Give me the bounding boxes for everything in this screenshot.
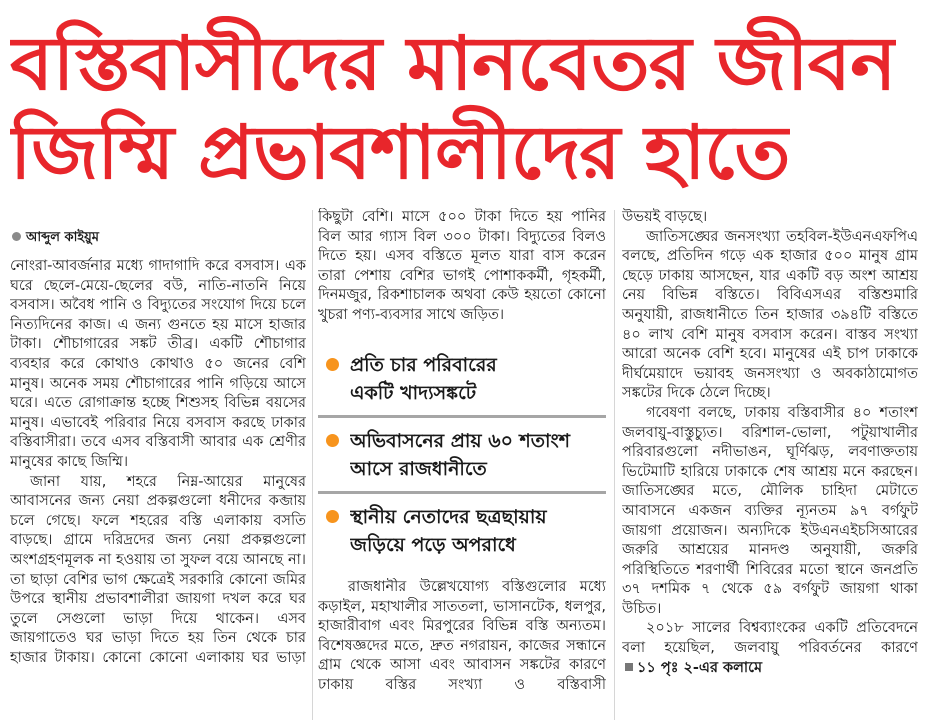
highlight-line-text: স্থানীয় নেতাদের ছত্রছায়ায় [350,505,547,528]
highlight-line [350,455,606,483]
article-column-1 [10,257,306,718]
highlight-line [350,531,606,559]
headline-text-2: জিম্মি প্রভাবশালীদের হাতে [10,110,790,196]
highlight-line-text: জড়িয়ে পড়ে অপরাধে [350,533,516,556]
column-rule-1 [312,210,313,720]
byline [12,228,99,248]
continued-on-text: ১১ পৃঃ ২-এর কলামে [637,659,763,676]
article-paragraph-last [622,619,918,678]
article-column-2-bottom [318,578,606,718]
highlight-line-text: অভিবাসনের প্রায় ৬০ শতাংশ [350,429,570,452]
highlight-line [350,503,606,531]
headline-line-2 [10,104,790,202]
byline-bullet-icon [12,232,21,241]
highlight-line [350,351,606,379]
highlight-line-text: প্রতি চার পরিবারের [350,353,497,376]
article-paragraph: গবেষণা বলছে, ঢাকায় বস্তিবাসীর ৪০ শতাংশ জলবায়ু-বাস্তুচ্যুত। বরিশাল-ভোলা, পটুয়াখালীর পরিবারগুলো নদীভাঙন, ঘূর্ণিঝড়, লবণাক্ততায় ভিটেমাটি হারিয়ে ঢাকাকে শেষ আশ্রয় মনে করছেন। জাতিসঙ্ঘের মতে, মৌলিক চাহিদা মেটাতে আবাসনে একজন ব্যক্তির ন্যূনতম ৯৭ বর্গফুট জায়গা প্রয়োজন। অন্যদিকে ইউএনএইচসিআরের জরুরি আশ্রয়ের মানদণ্ড অনুযায়ী, জরুরি পরিস্থিতিতে শরণার্থী শিবিরের মতো স্থানে জনপ্রতি ৩৭ দশমিক ৭ থেকে ৫৯ বর্গফুট জায়গা থাকা উচিত। [622,404,918,617]
article-paragraph: কিছুটা বেশি। মাসে ৫০০ টাকা দিতে হয় পানির বিল আর গ্যাস বিল ৩০০ টাকা। বিদ্যুতের বিলও দিতে হয়। এসব বস্তিতে মূলত যারা বাস করেন তারা পেশায় বেশির ভাগই পোশাককর্মী, গৃহকর্মী, দিনমজুর, রিকশাচালক অথবা কেউ হয়তো কোনো খুচরা পণ্য-ব্যবসার সাথে জড়িত। [318,209,606,323]
article-column-3 [622,208,918,708]
headline-line-1 [10,16,896,112]
orange-bullet-icon [326,434,339,447]
article-paragraph: নোংরা-আবর্জনার মধ্যে গাদাগাদি করে বসবাস। এক ঘরে ছেলে-মেয়ে-ছেলের বউ, নাতি-নাতনি নিয়ে বসবাস। অবৈধ পানি ও বিদ্যুতের সংযোগ দিয়ে চলে নিত্যদিনের কাজ। এ জন্য গুনতে হয় মাসে হাজার টাকা। শৌচাগারের সঙ্কট তীব্র। একটি শৌচাগার ব্যবহার করে কোথাও কোথাও ৫০ জনের বেশি মানুষ। অনেক সময় শৌচাগারের পানি গড়িয়ে আসে ঘরে। এতে রোগাক্রান্ত হচ্ছে শিশুসহ বিভিন্ন বয়সের মানুষ। এভাবেই পরিবার নিয়ে বসবাস করছে ঢাকার বস্তিবাসীরা। তবে এসব বস্তিবাসী আবার এক শ্রেণীর মানুষের কাছে জিম্মি। [10,258,306,470]
headline-text-1: বস্তিবাসীদের মানবেতর জীবন [10,21,896,107]
highlight-line-text: একটি খাদ্যসঙ্কটে [350,381,477,404]
article-column-2-top [318,208,606,332]
article-paragraph: রাজধানীর উল্লেখযোগ্য বস্তিগুলোর মধ্যে কড়াইল, মহাখালীর সাততলা, ভাসানটেক, ধলপুর, হাজারীবাগ এবং মিরপুরের বিভিন্ন বস্তি অন্যতম। বিশেষজ্ঞদের মতে, দ্রুত নগরায়ন, কাজের সন্ধানে গ্রাম থেকে আসা এবং আবাসন সঙ্কটের কারণে ঢাকায় বস্তির সংখ্যা ও বস্তিবাসী [318,579,606,693]
column-rule-2 [614,210,615,720]
highlight-item [318,494,606,567]
highlight-line [350,379,606,407]
highlight-item [318,342,606,415]
highlights-box [318,342,606,567]
highlight-line [350,427,606,455]
article-paragraph: জানা যায়, শহরে নিম্ন-আয়ের মানুষের আবাসনের জন্য নেয়া প্রকল্পগুলো ধনীদের কব্জায় চলে গেছে। ফলে শহরের বস্তি এলাকায় বসতি বাড়ছে। গ্রামে দরিদ্রদের জন্য নেয়া প্রকল্পগুলো অংশগ্রহণমূলক না হওয়ায় তা সুফল বয়ে আনছে না। তা ছাড়া বেশির ভাগ ক্ষেত্রেই সরকারি কোনো জমির উপরে স্থানীয় প্রভাবশালীরা জায়গা দখল করে ঘর তুলে সেগুলো ভাড়া দিয়ে থাকেন। এসব জায়গাতেও ঘর ভাড়া দিতে হয় তিন থেকে চার হাজার টাকায়। কোনো কোনো এলাকায় ঘর ভাড়া [10,473,306,666]
highlight-item [318,418,606,491]
orange-bullet-icon [326,358,339,371]
highlight-line-text: আসে রাজধানীতে [350,457,487,480]
article-paragraph: উভয়ই বাড়ছে। [622,209,708,225]
article-paragraph-text: ২০১৮ সালের বিশ্বব্যাংকের একটি প্রতিবেদনে বলা হয়েছিল, জলবায়ু পরিবর্তনের কারণে [622,620,918,657]
continued-on-reference [622,660,762,676]
jump-marker-icon [625,663,633,671]
byline-author: আব্দুল কাইয়ুম [26,230,100,245]
orange-bullet-icon [326,510,339,523]
article-paragraph: জাতিসঙ্ঘের জনসংখ্যা তহবিল-ইউএনএফপিএ বলছে, প্রতিদিন গড়ে এক হাজার ৫০০ মানুষ গ্রাম ছেড়ে ঢাকায় আসছেন, যার একটি বড় অংশ আশ্রয় নেয় বিভিন্ন বস্তিতে। বিবিএসএর বস্তিশুমারি অনুযায়ী, রাজধানীতে তিন হাজার ৩৯৪টি বস্তিতে ৪০ লাখ বেশি মানুষ বসবাস করেন। বাস্তব সংখ্যা আরো অনেক বেশি হবে। মানুষের এই চাপ ঢাকাকে দীর্ঘমেয়াদে ভয়াবহ জনসংখ্যা ও অবকাঠামোগত সঙ্কটের দিকে ঠেলে দিচ্ছে। [622,228,918,402]
